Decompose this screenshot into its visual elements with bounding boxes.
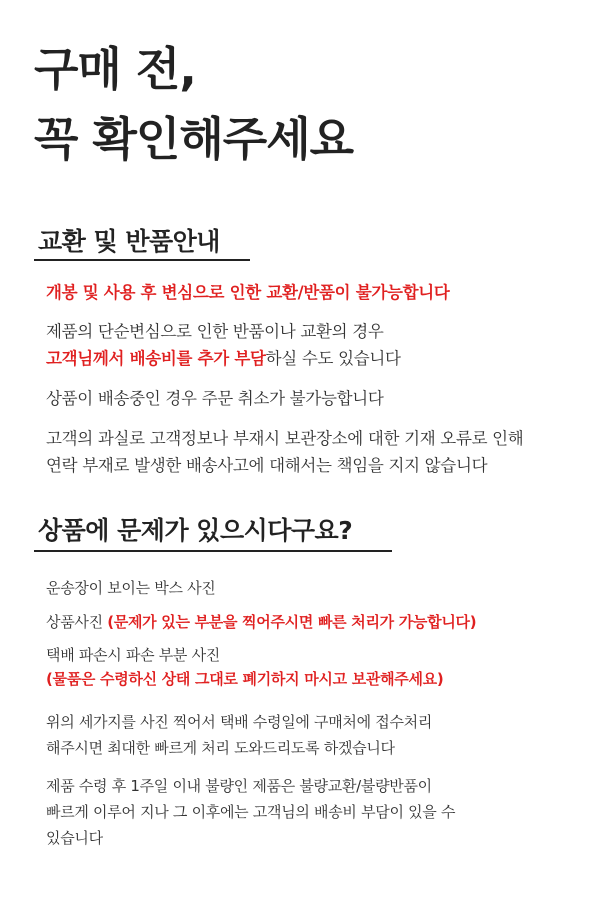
defect-policy-line-2: 빠르게 이루어 지나 그 이후에는 고객님의 배송비 부담이 있을 수 [46, 803, 456, 821]
product-photo-note: (문제가 있는 부분을 찍어주시면 빠른 처리가 가능합니다) [107, 613, 477, 631]
product-photo-label: 상품사진 [46, 613, 108, 631]
exchange-return-heading: 교환 및 반품안내 [38, 227, 220, 256]
simple-change-notice-line-1: 제품의 단순변심으로 인한 반품이나 교환의 경우 [46, 322, 384, 341]
submit-photos-line-2: 해주시면 최대한 빠르게 처리 도와드리도록 하겠습니다 [46, 739, 395, 757]
no-return-after-opening-notice: 개봉 및 사용 후 변심으로 인한 교환/반품이 불가능합니다 [46, 283, 450, 302]
waybill-box-photo-item: 운송장이 보이는 박스 사진 [46, 579, 216, 597]
defect-policy-line-1: 제품 수령 후 1주일 이내 불량인 제품은 불량교환/불량반품이 [46, 777, 432, 795]
product-photo-item [46, 611, 476, 632]
submit-photos-line-1: 위의 세가지를 사진 찍어서 택배 수령일에 구매처에 접수처리 [46, 713, 433, 731]
product-problem-heading: 상품에 문제가 있으시다구요? [38, 516, 353, 545]
defect-policy-line-3: 있습니다 [46, 829, 103, 847]
page-title [34, 34, 353, 174]
customer-error-notice-line-2: 연락 부재로 발생한 배송사고에 대해서는 책임을 지지 않습니다 [46, 456, 488, 475]
customer-error-notice-line-1: 고객의 과실로 고객정보나 부재시 보관장소에 대한 기재 오류로 인해 [46, 429, 524, 448]
simple-change-notice-line-2 [46, 345, 401, 369]
extra-shipping-fee-warning: 고객님께서 배송비를 추가 부담 [46, 349, 266, 368]
title-line-1: 구매 전, [34, 42, 196, 96]
damage-photo-item: 택배 파손시 파손 부분 사진 [46, 646, 220, 664]
simple-change-notice-tail: 하실 수도 있습니다 [265, 349, 401, 368]
keep-item-warning: (물품은 수령하신 상태 그대로 폐기하지 마시고 보관해주세요) [46, 670, 444, 688]
problem-heading-underline [34, 550, 392, 552]
shipping-cancel-notice: 상품이 배송중인 경우 주문 취소가 불가능합니다 [46, 389, 384, 408]
exchange-heading-underline [34, 259, 250, 261]
title-line-2: 꼭 확인해주세요 [34, 112, 354, 166]
